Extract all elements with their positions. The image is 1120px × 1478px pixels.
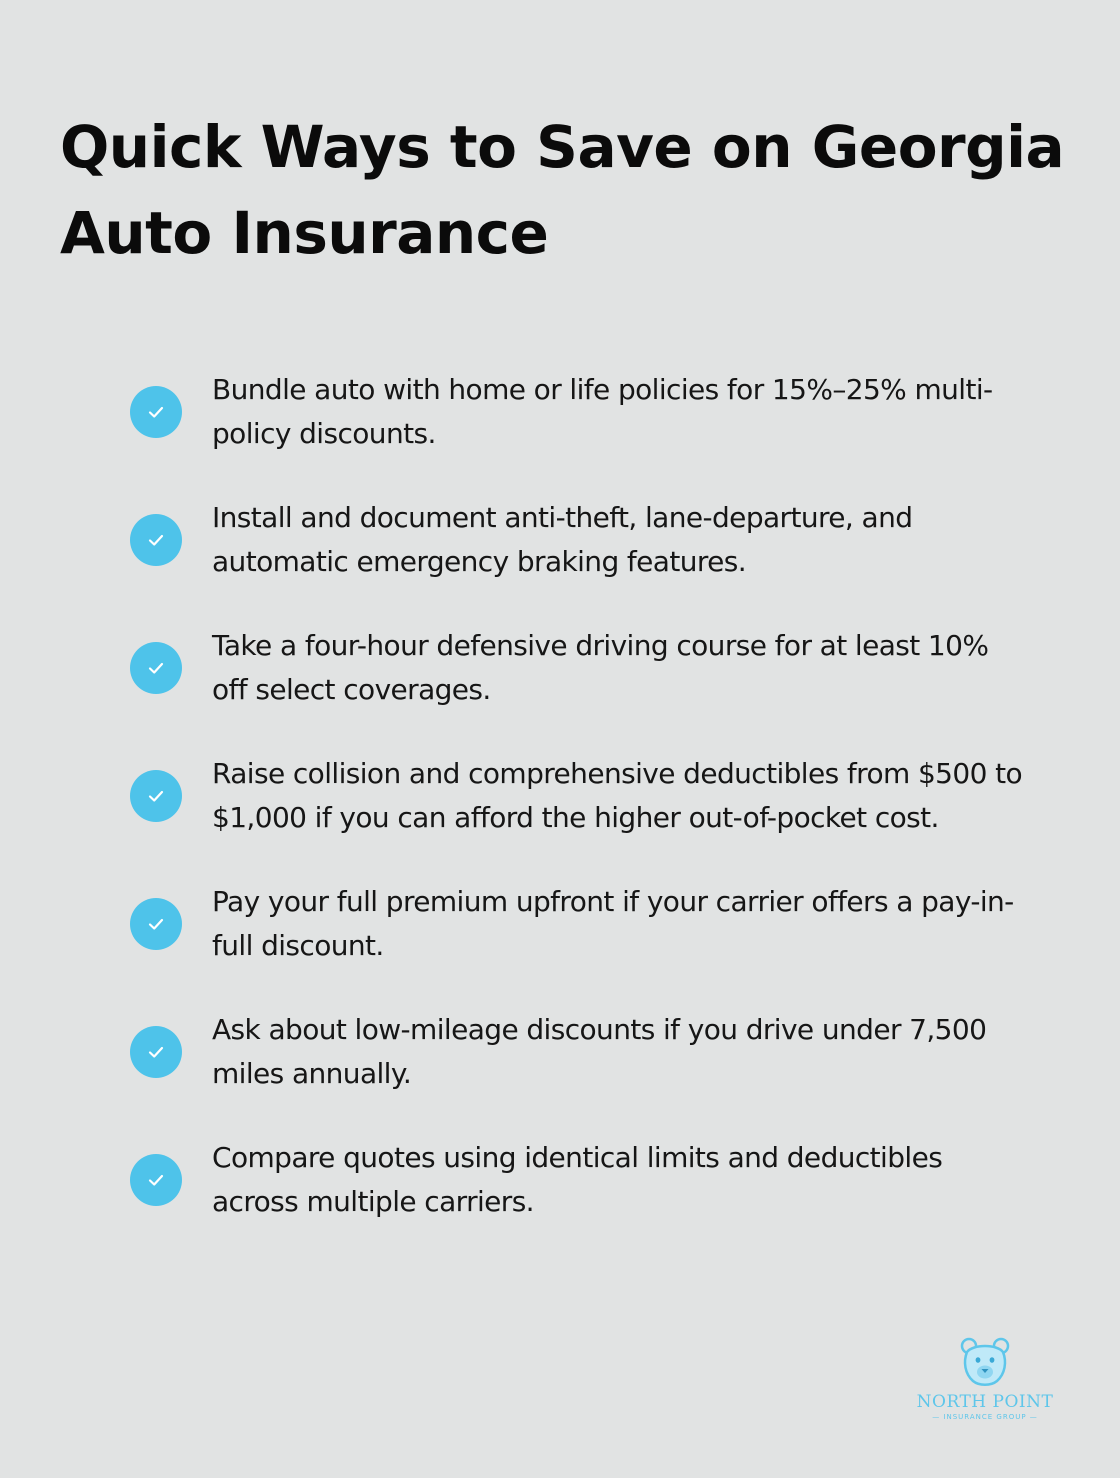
brand-logo [905, 1336, 1065, 1421]
list-item [130, 368, 1030, 456]
list-item [130, 880, 1030, 968]
list-item [130, 1008, 1030, 1096]
checkmark-icon [130, 770, 182, 822]
checkmark-icon [130, 898, 182, 950]
tip-text: Take a four-hour defensive driving course for at least 10% off select coverages. [212, 629, 989, 706]
tip-text: Raise collision and comprehensive deductibles from $500 to $1,000 if you can afford the higher out-of-pocket cost. [212, 757, 1023, 834]
tips-list [130, 368, 1030, 1224]
checkmark-icon [130, 514, 182, 566]
tip-text: Pay your full premium upfront if your carrier offers a pay-in-full discount. [212, 885, 1014, 962]
tip-text: Install and document anti-theft, lane-departure, and automatic emergency braking features. [212, 501, 913, 578]
checkmark-icon [130, 642, 182, 694]
page-title: Quick Ways to Save on Georgia Auto Insurance [60, 113, 1065, 267]
logo-name: NORTH POINT [916, 1392, 1054, 1412]
tip-text: Compare quotes using identical limits and deductibles across multiple carriers. [212, 1141, 943, 1218]
tip-text: Ask about low-mileage discounts if you drive under 7,500 miles annually. [212, 1013, 987, 1090]
checkmark-icon [130, 1154, 182, 1206]
list-item [130, 752, 1030, 840]
list-item [130, 1136, 1030, 1224]
checkmark-icon [130, 1026, 182, 1078]
bear-head-icon [905, 1336, 1065, 1388]
logo-subtitle: — INSURANCE GROUP — [932, 1413, 1038, 1421]
list-item [130, 624, 1030, 712]
checkmark-icon [130, 386, 182, 438]
list-item [130, 496, 1030, 584]
tip-text: Bundle auto with home or life policies for 15%–25% multi-policy discounts. [212, 373, 993, 450]
